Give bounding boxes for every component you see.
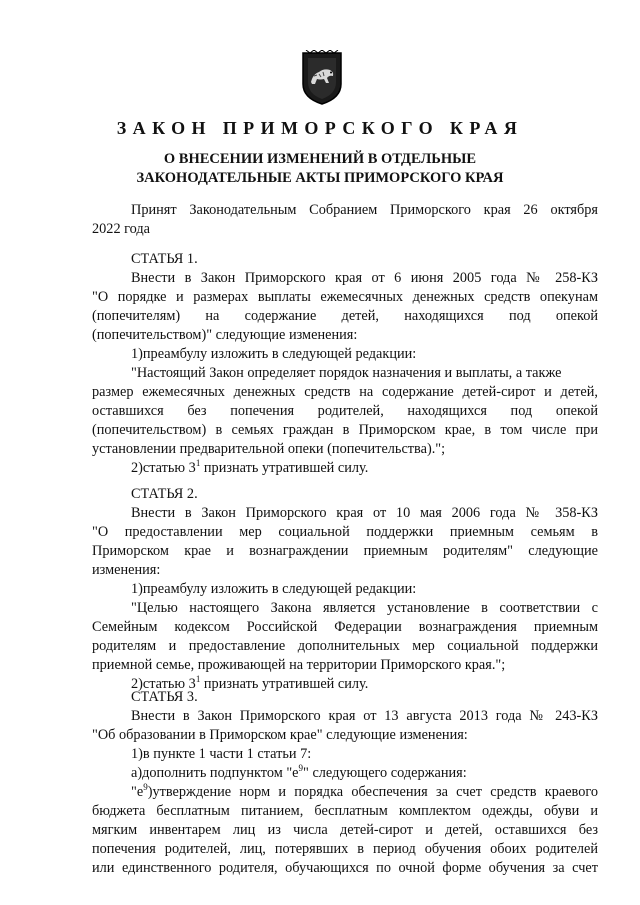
article-text-line: 1)преамбулу изложить в следующей редакции:	[131, 346, 417, 362]
article-text-line: Внести в Закон Приморского края от 13 августа 2013 года № 243-КЗ	[131, 708, 598, 724]
article-heading: СТАТЬЯ 1.	[131, 251, 198, 267]
article-text-line: Внести в Закон Приморского края от 6 июня 2005 года № 258-КЗ	[131, 270, 598, 286]
article-text-line: родителям и предоставление дополнительных мер социальной поддержки	[92, 638, 598, 654]
article-text-line: Внести в Закон Приморского края от 10 мая 2006 года № 358-КЗ	[131, 505, 598, 521]
law-subtitle-line: О ВНЕСЕНИИ ИЗМЕНЕНИЙ В ОТДЕЛЬНЫЕ	[163, 151, 477, 167]
article-text-line: "О порядке и размерах выплаты ежемесячных денежных средств опекунам	[92, 289, 598, 305]
article-text-line: приемной семье, проживающей на территории Приморского края.";	[92, 657, 506, 673]
article-text-line: попечения родителей, лиц, потерявших в период обучения обоих родителей	[92, 841, 598, 857]
article-text-line: мягким инвентарем лиц из числа детей-сирот и детей, оставшихся без	[92, 822, 598, 838]
article-text-line: изменения:	[92, 562, 161, 578]
article-text-line: 2)статью $3^1$ признать утратившей силу.	[131, 674, 369, 692]
article-text-line: "Об образовании в Приморском крае" следующие изменения:	[92, 727, 468, 743]
article-text-line: (попечительством)" следующие изменения:	[92, 327, 358, 343]
article-text-line: а)дополнить подпунктом "$е^9$" следующего содержания:	[131, 763, 467, 781]
coat-of-arms-emblem	[300, 50, 344, 106]
article-text-line: "$е^9)утверждение$ норм и порядка обеспечения за счет средств краевого	[131, 782, 598, 800]
law-subtitle-line: ЗАКОНОДАТЕЛЬНЫЕ АКТЫ ПРИМОРСКОГО КРАЯ	[136, 170, 504, 186]
article-text-line: 1)в пункте 1 части 1 статьи 7:	[131, 746, 312, 762]
law-title: ЗАКОН ПРИМОРСКОГО КРАЯ	[116, 118, 524, 138]
article-text-line: 1)преамбулу изложить в следующей редакции:	[131, 581, 417, 597]
article-text-line: "О предоставлении мер социальной поддержки приемным семьям в	[92, 524, 598, 540]
article-text-line: Семейным кодексом Российской Федерации вознаграждения приемным	[92, 619, 598, 635]
article-text-line: бюджета бесплатным питанием, бесплатным комплектом одежды, обуви и	[92, 803, 598, 819]
article-text-line: Приморском крае и вознаграждении приемным родителям" следующие	[92, 543, 598, 559]
article-text-line: (попечительством) в семьях граждан в Приморском крае, в том числе при	[92, 422, 598, 438]
article-text-line: установлении предварительной опеки (попечительства).";	[92, 441, 446, 457]
article-text-line: 2)статью $3^1$ признать утратившей силу.	[131, 458, 369, 476]
adoption-note: 2022 года	[92, 221, 151, 237]
article-heading: СТАТЬЯ 3.	[131, 689, 198, 705]
article-text-line: размер ежемесячных денежных средств на содержание детей-сирот и детей,	[92, 384, 598, 400]
article-heading: СТАТЬЯ 2.	[131, 486, 198, 502]
adoption-note: Принят Законодательным Собранием Приморского края 26 октября	[131, 202, 598, 218]
article-text-line: или единственного родителя, обучающихся по очной форме обучения за счет	[92, 860, 598, 876]
article-text-line: "Настоящий Закон определяет порядок назначения и выплаты, а также	[131, 365, 562, 381]
article-text-line: оставшихся без попечения родителей, находящихся под опекой	[92, 403, 598, 419]
article-text-line: "Целью настоящего Закона является установление в соответствии с	[131, 600, 598, 616]
article-text-line: (попечителям) на содержание детей, находящихся под опекой	[92, 308, 598, 324]
